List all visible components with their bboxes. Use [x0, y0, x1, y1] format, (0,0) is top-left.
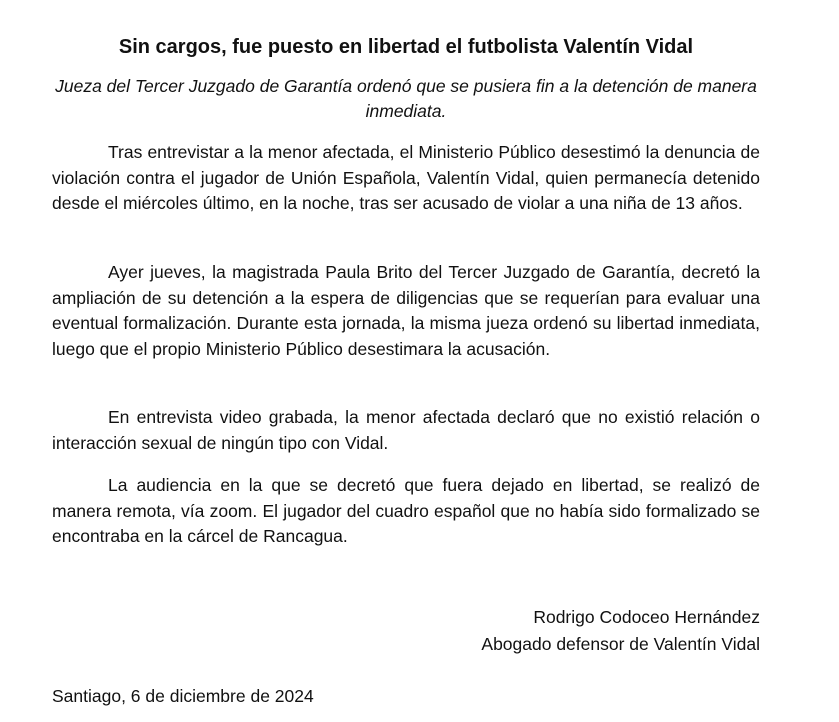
signature-name: Rodrigo Codoceo Hernández	[533, 607, 760, 627]
signature-block	[481, 604, 760, 658]
body-paragraph: En entrevista video grabada, la menor afectada declaró que no existió relación o interacción sexual de ningún tipo con Vidal.	[52, 407, 760, 453]
body-paragraph: La audiencia en la que se decretó que fuera dejado en libertad, se realizó de manera remota, vía zoom. El jugador del cuadro español que no había sido formalizado se encontraba en la cárcel de Rancagua.	[52, 475, 760, 546]
document-title: Sin cargos, fue puesto en libertad el futbolista Valentín Vidal	[118, 36, 694, 58]
signature-role: Abogado defensor de Valentín Vidal	[481, 634, 760, 654]
document-subtitle: Jueza del Tercer Juzgado de Garantía ordenó que se pusiera fin a la detención de manera inmediata.	[55, 76, 757, 121]
body-paragraph: Ayer jueves, la magistrada Paula Brito del Tercer Juzgado de Garantía, decretó la ampliación de su detención a la espera de diligencias que se requerían para evaluar una eventual formalización. Durante esta jornada, la misma jueza ordenó su libertad inmediata, luego que el propio Ministerio Público desestimara la acusación.	[52, 262, 760, 359]
document-page	[52, 0, 760, 722]
place-date: Santiago, 6 de diciembre de 2024	[52, 686, 314, 706]
body-paragraph: Tras entrevistar a la menor afectada, el Ministerio Público desestimó la denuncia de violación contra el jugador de Unión Española, Valentín Vidal, quien permanecía detenido desde el miércoles último, en la noche, tras ser acusado de violar a una niña de 13 años.	[52, 142, 760, 213]
